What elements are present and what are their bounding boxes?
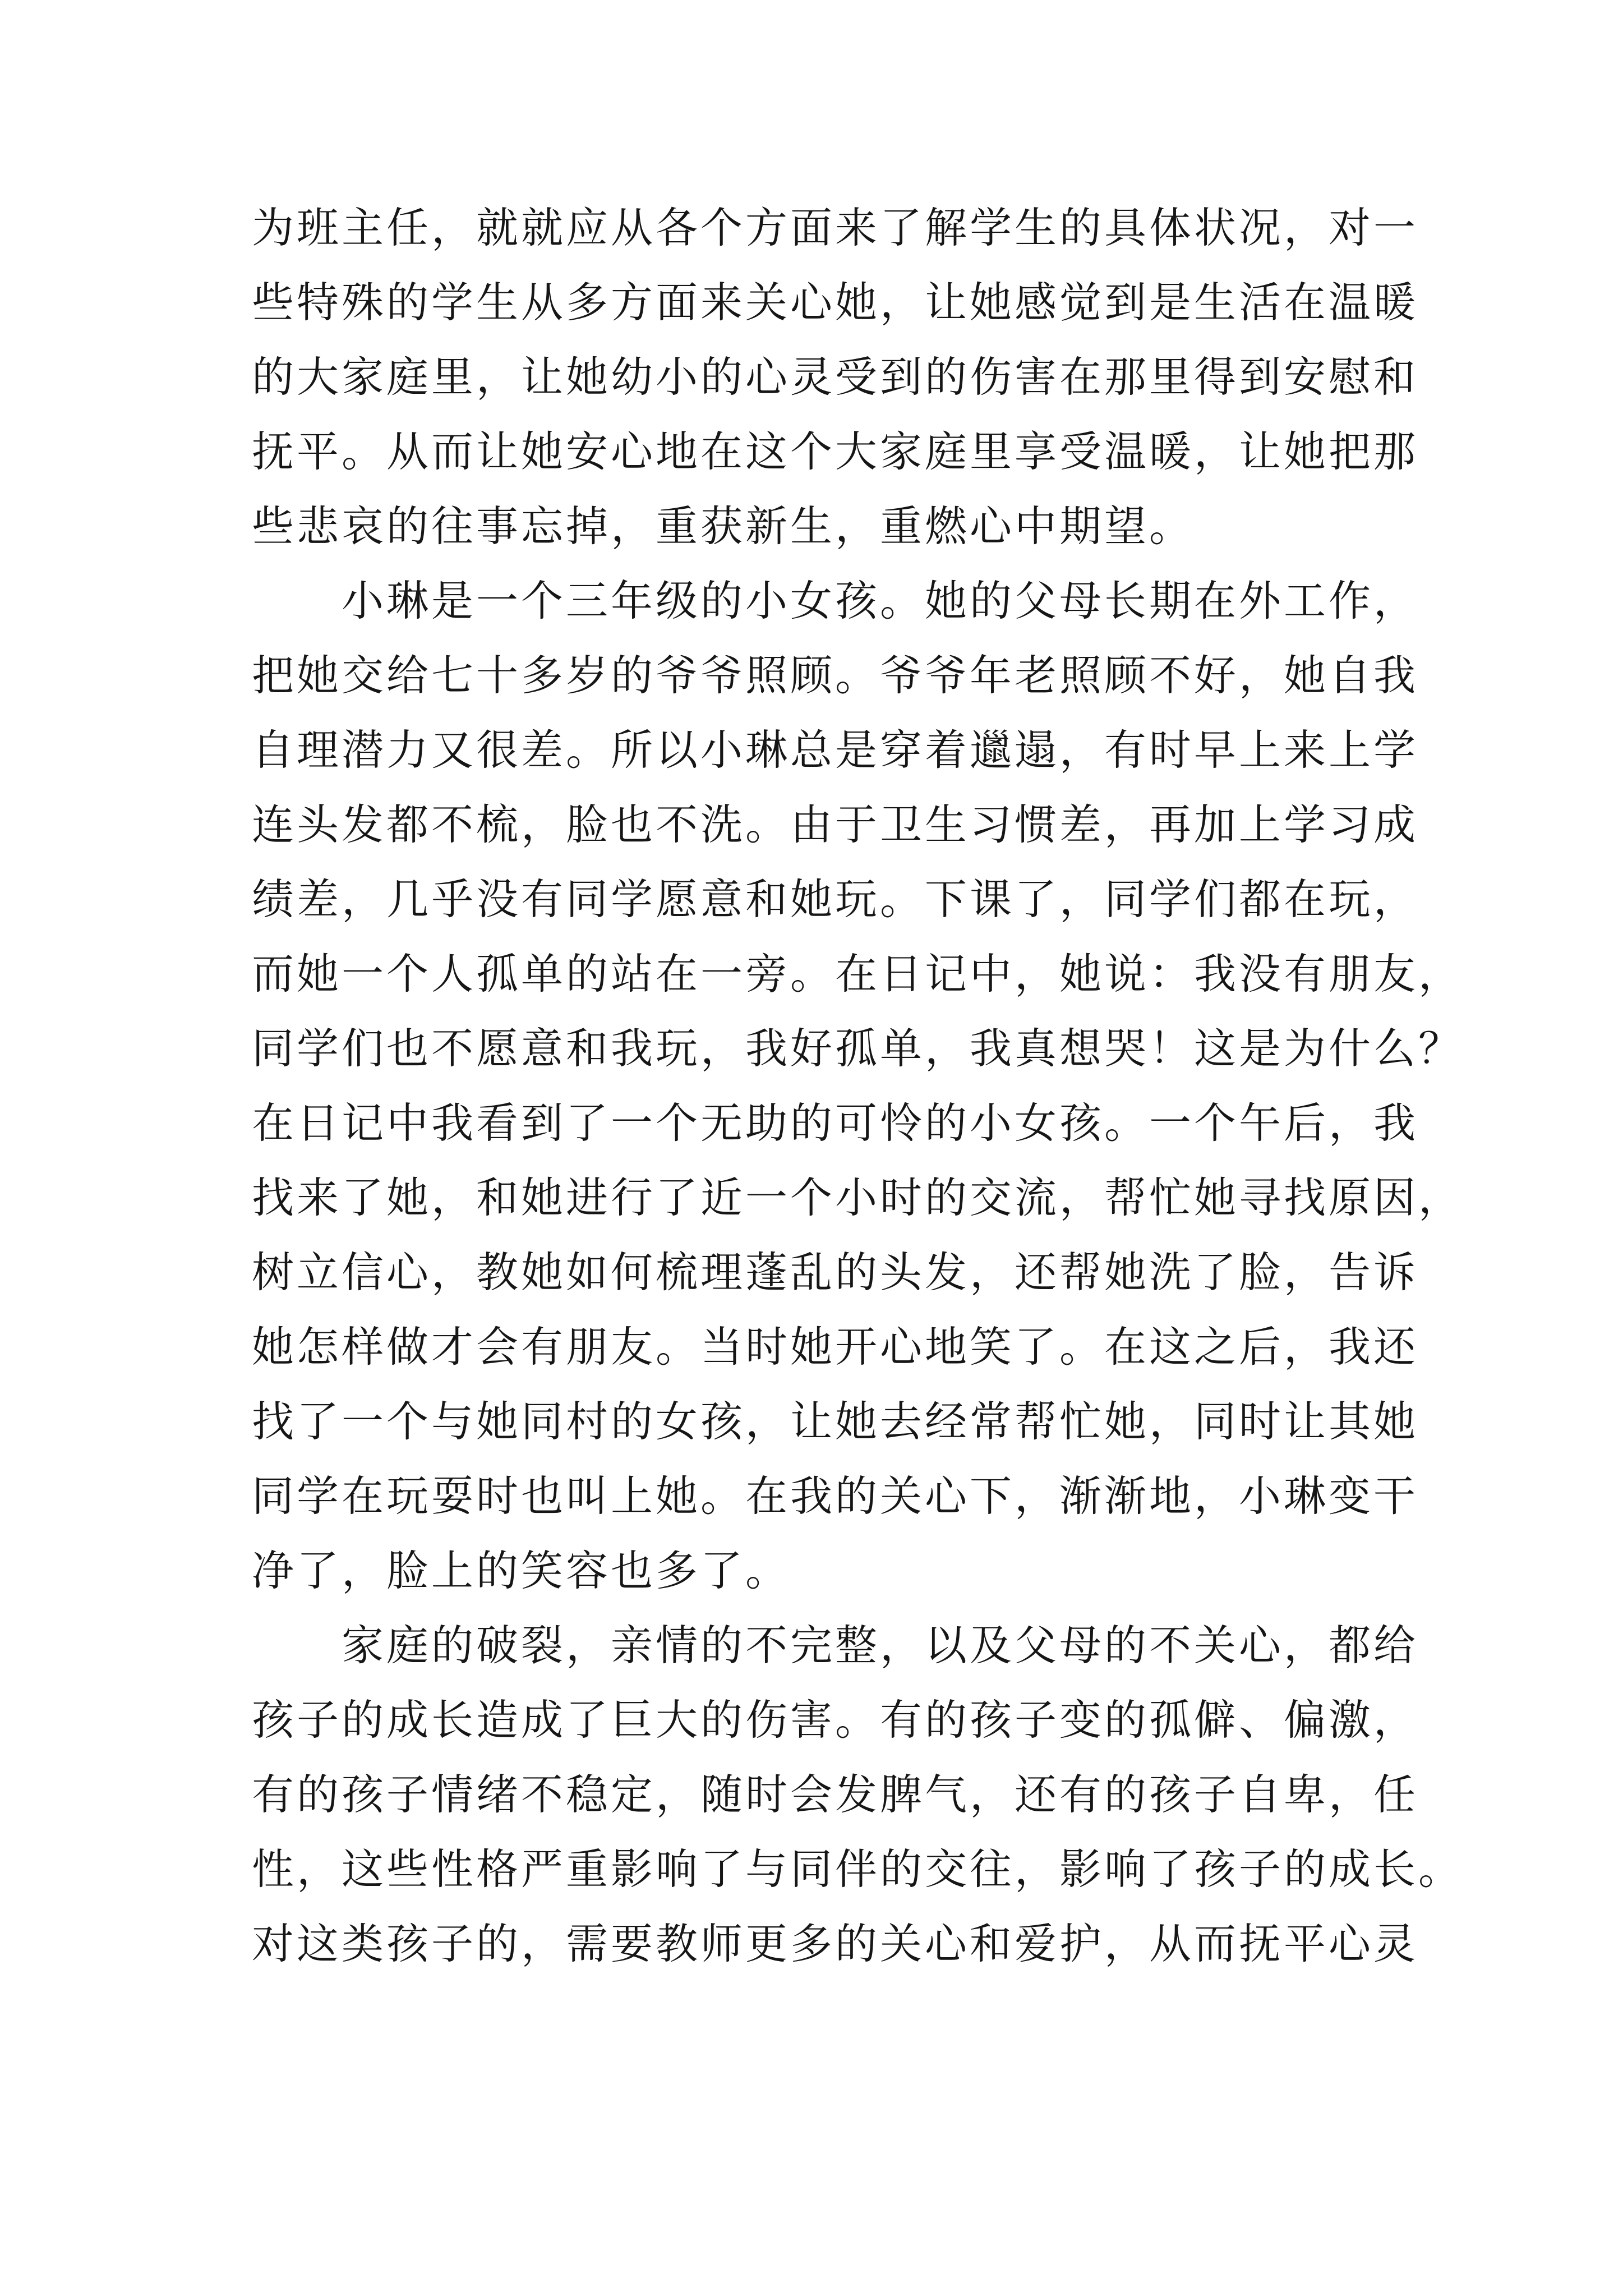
text-line: 树立信心，教她如何梳理蓬乱的头发，还帮她洗了脸，告诉	[252, 1248, 1419, 1297]
text-line: 同学在玩耍时也叫上她。在我的关心下，渐渐地，小琳变干	[252, 1471, 1419, 1521]
text-line: 连头发都不梳，脸也不洗。由于卫生习惯差，再加上学习成	[252, 800, 1419, 849]
text-line: 家庭的破裂，亲情的不完整，以及父母的不关心，都给	[252, 1621, 1419, 1670]
text-line: 她怎样做才会有朋友。当时她开心地笑了。在这之后，我还	[252, 1322, 1419, 1372]
text-line: 小琳是一个三年级的小女孩。她的父母长期在外工作，	[252, 576, 1419, 625]
text-line: 有的孩子情绪不稳定，随时会发脾气，还有的孩子自卑，任	[252, 1770, 1419, 1819]
text-line: 净了，脸上的笑容也多了。	[252, 1546, 791, 1595]
text-line: 把她交给七十多岁的爷爷照顾。爷爷年老照顾不好，她自我	[252, 651, 1419, 700]
body-text	[252, 191, 1464, 1981]
text-line: 的大家庭里，让她幼小的心灵受到的伤害在那里得到安慰和	[252, 352, 1419, 402]
text-line: 对这类孩子的，需要教师更多的关心和爱护，从而抚平心灵	[252, 1919, 1419, 1968]
text-line: 找了一个与她同村的女孩，让她去经常帮忙她，同时让其她	[252, 1397, 1419, 1446]
text-line: 孩子的成长造成了巨大的伤害。有的孩子变的孤僻、偏激，	[252, 1695, 1419, 1745]
text-line: 为班主任，就就应从各个方面来了解学生的具体状况，对一	[252, 203, 1419, 252]
text-line: 绩差，几乎没有同学愿意和她玩。下课了，同学们都在玩，	[252, 875, 1419, 924]
text-line: 而她一个人孤单的站在一旁。在日记中，她说：我没有朋友，	[252, 949, 1464, 999]
text-line: 自理潜力又很差。所以小琳总是穿着邋遢，有时早上来上学	[252, 725, 1419, 775]
text-line: 找来了她，和她进行了近一个小时的交流，帮忙她寻找原因，	[252, 1173, 1464, 1222]
text-line: 同学们也不愿意和我玩，我好孤单，我真想哭！这是为什么？	[252, 1024, 1464, 1073]
text-line: 些特殊的学生从多方面来关心她，让她感觉到是生活在温暖	[252, 278, 1419, 327]
text-line: 抚平。从而让她安心地在这个大家庭里享受温暖，让她把那	[252, 427, 1419, 476]
text-line: 性，这些性格严重影响了与同伴的交往，影响了孩子的成长。	[252, 1844, 1464, 1894]
text-line: 在日记中我看到了一个无助的可怜的小女孩。一个午后，我	[252, 1098, 1419, 1148]
text-line: 些悲哀的往事忘掉，重获新生，重燃心中期望。	[252, 501, 1195, 551]
